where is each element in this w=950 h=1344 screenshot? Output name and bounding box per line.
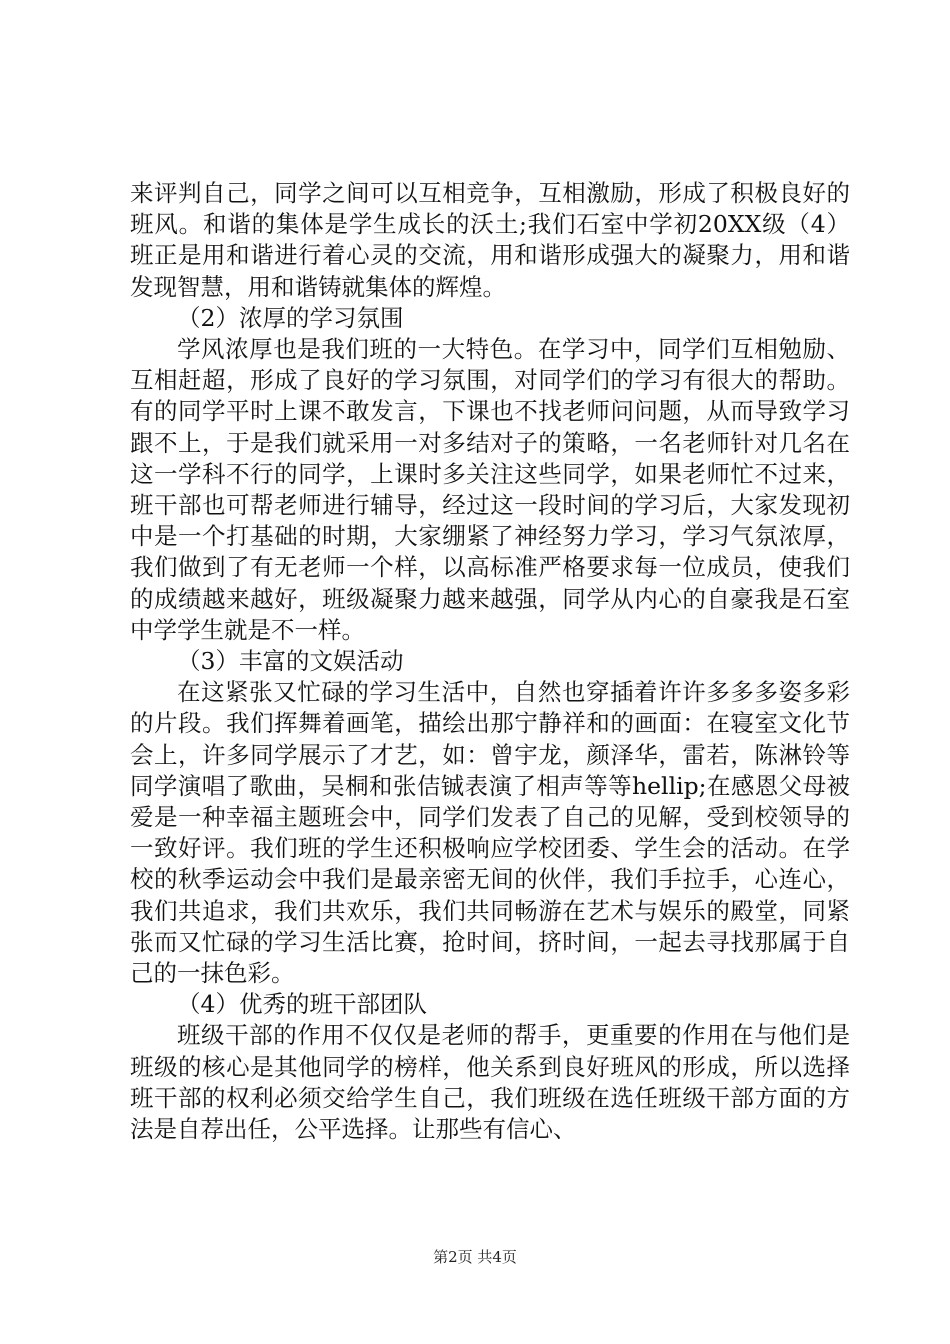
section-heading-class-leaders: （4）优秀的班干部团队	[177, 990, 427, 1019]
section-heading-activities: （3）丰富的文娱活动	[177, 647, 404, 676]
document-body	[130, 178, 850, 1145]
page-number-footer: 第2页 共4页	[433, 1248, 517, 1266]
section-heading-study-atmosphere: （2）浓厚的学习氛围	[177, 303, 404, 332]
paragraph-study-atmosphere: 学风浓厚也是我们班的一大特色。在学习中，同学们互相勉励、互相赶超，形成了良好的学习氛围，对同学们的学习有很大的帮助。有的同学平时上课不敢发言，下课也不找老师问问题，从而导致学习跟不上，于是我们就采用一对多结对子的策略，一名老师针对几名在这一学科不行的同学，上课时多关注这些同学，如果老师忙不过来，班干部也可帮老师进行辅导，经过这一段时间的学习后，大家发现初中是一个打基础的时期，大家绷紧了神经努力学习，学习气氛浓厚，我们做到了有无老师一个样，以高标准严格要求每一位成员，使我们的成绩越来越好，班级凝聚力越来越强，同学从内心的自豪我是石室中学学生就是不一样。	[130, 335, 850, 644]
paragraph-continuation: 来评判自己，同学之间可以互相竞争，互相激励，形成了积极良好的班风。和谐的集体是学生成长的沃土;我们石室中学初20XX级（4）班正是用和谐进行着心灵的交流，用和谐形成强大的凝聚力，用和谐发现智慧，用和谐铸就集体的辉煌。	[130, 179, 850, 301]
paragraph-activities: 在这紧张又忙碌的学习生活中，自然也穿插着许许多多多姿多彩的片段。我们挥舞着画笔，描绘出那宁静祥和的画面：在寝室文化节会上，许多同学展示了才艺，如：曾宇龙，颜泽华，雷若，陈淋铃等同学演唱了歌曲，吴桐和张佶铖表演了相声等等hellip;在感恩父母被爱是一种幸福主题班会中，同学们发表了自己的见解，受到校领导的一致好评。我们班的学生还积极响应学校团委、学生会的活动。在学校的秋季运动会中我们是最亲密无间的伙伴，我们手拉手，心连心，我们共追求，我们共欢乐，我们共同畅游在艺术与娱乐的殿堂，同紧张而又忙碌的学习生活比赛，抢时间，挤时间，一起去寻找那属于自己的一抹色彩。	[130, 678, 850, 988]
paragraph-class-leaders: 班级干部的作用不仅仅是老师的帮手，更重要的作用在与他们是班级的核心是其他同学的榜样，他关系到良好班风的形成，所以选择班干部的权利必须交给学生自己，我们班级在选任班级干部方面的方法是自荐出任，公平选择。让那些有信心、	[130, 1021, 850, 1144]
